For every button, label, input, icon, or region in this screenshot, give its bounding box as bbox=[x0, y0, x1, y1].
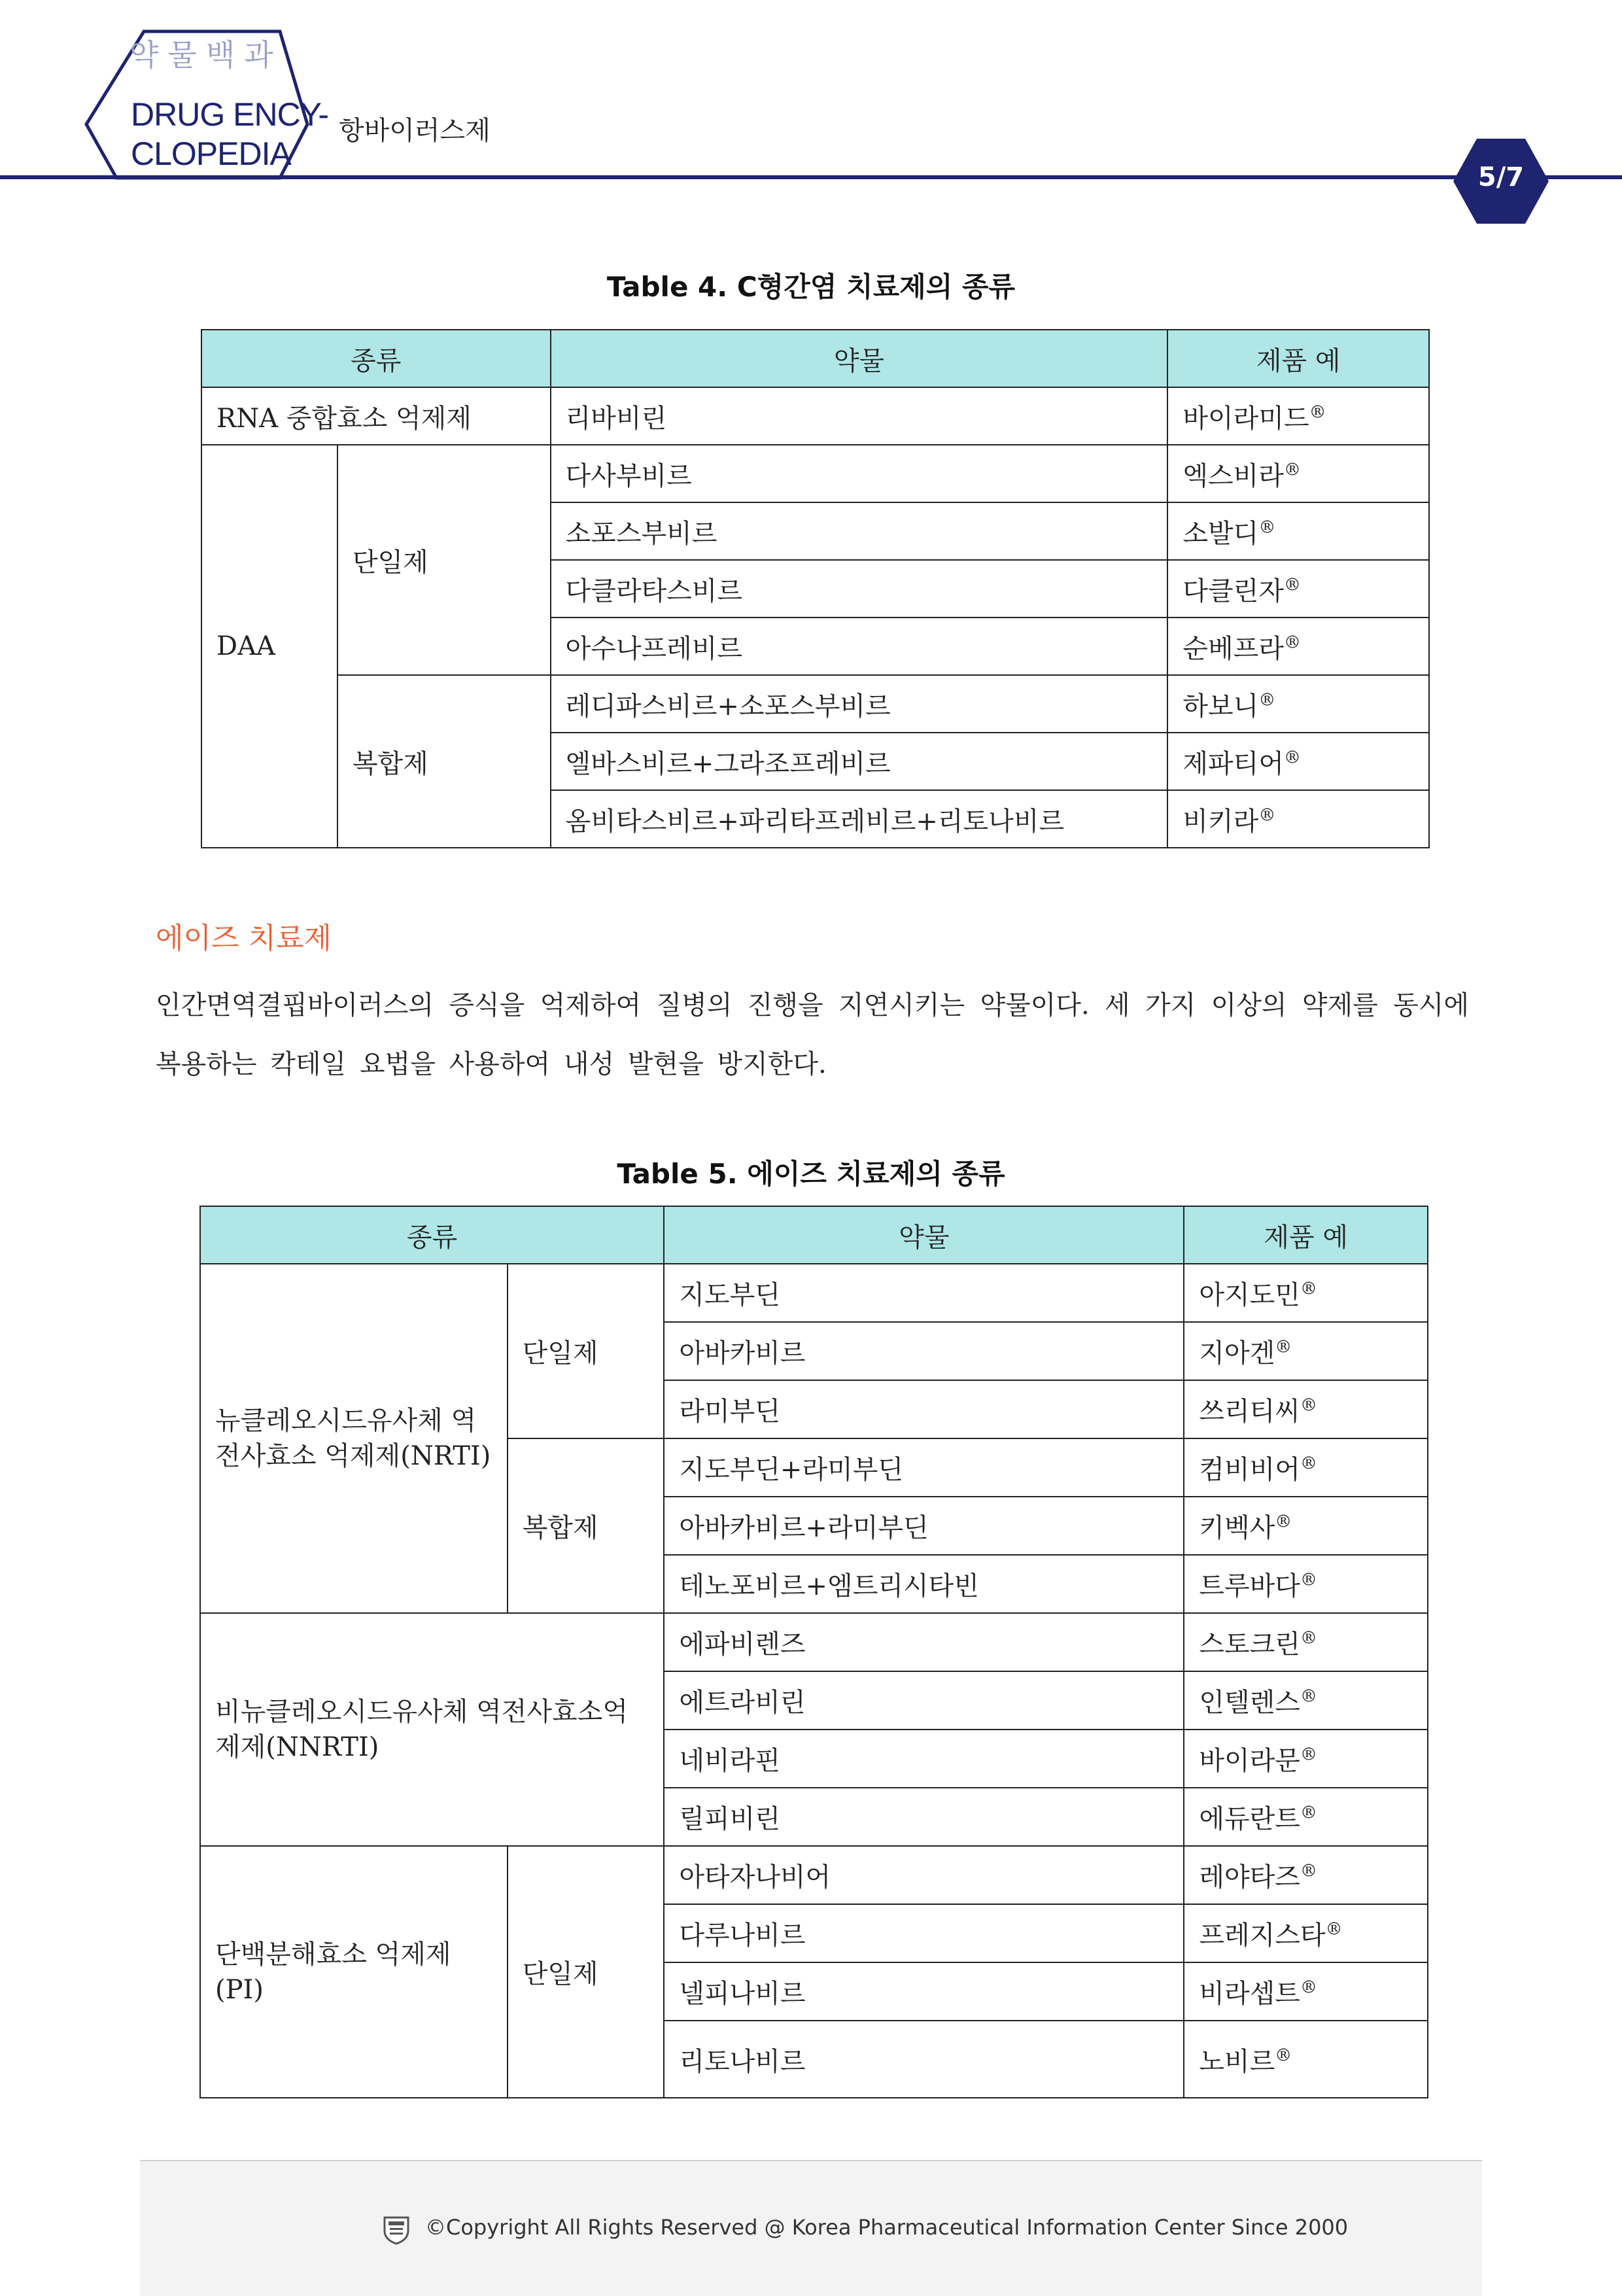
group-cell: DAA bbox=[201, 445, 337, 848]
registered-mark: ® bbox=[1300, 1395, 1317, 1416]
product-cell: 순베프라® bbox=[1167, 617, 1429, 675]
registered-mark: ® bbox=[1300, 1628, 1317, 1648]
registered-mark: ® bbox=[1300, 1861, 1317, 1881]
header-category: 종류 bbox=[201, 330, 551, 387]
registered-mark: ® bbox=[1258, 517, 1276, 538]
registered-mark: ® bbox=[1275, 1512, 1292, 1532]
product-cell: 컴비비어® bbox=[1184, 1438, 1428, 1497]
sub-cell: 단일제 bbox=[508, 1846, 664, 2098]
registered-mark: ® bbox=[1300, 1570, 1317, 1590]
product-cell: 소발디® bbox=[1167, 502, 1429, 560]
registered-mark: ® bbox=[1258, 690, 1276, 710]
header-drug: 약물 bbox=[551, 330, 1168, 387]
registered-mark: ® bbox=[1275, 2045, 1292, 2066]
page-number: 5/7 bbox=[1477, 162, 1525, 192]
registered-mark: ® bbox=[1309, 402, 1326, 423]
table-row bbox=[200, 1264, 1428, 1322]
drug-cell: 다사부비르 bbox=[551, 445, 1168, 502]
table-row bbox=[201, 387, 1429, 445]
table5-hiv-drugs bbox=[199, 1206, 1428, 2098]
registered-mark: ® bbox=[1283, 575, 1301, 595]
drug-cell: 옴비타스비르+파리타프레비르+리토나비르 bbox=[551, 790, 1168, 848]
sub-cell: 단일제 bbox=[508, 1264, 664, 1438]
drug-cell: 엘바스비르+그라조프레비르 bbox=[551, 733, 1168, 790]
registered-mark: ® bbox=[1300, 1686, 1317, 1707]
drug-cell: 아타자나비어 bbox=[664, 1846, 1184, 1904]
header-product: 제품 예 bbox=[1167, 330, 1429, 387]
sub-cell: 단일제 bbox=[337, 445, 551, 675]
product-cell: 에듀란트® bbox=[1184, 1788, 1428, 1846]
table-row bbox=[201, 445, 1429, 502]
copyright-text: ©Copyright All Rights Reserved @ Korea Pharmaceutical Information Center Since 2000 bbox=[425, 2215, 1349, 2240]
table4-hcv-drugs bbox=[201, 329, 1430, 848]
drug-cell: 아바카비르+라미부딘 bbox=[664, 1497, 1184, 1555]
product-cell: 레야타즈® bbox=[1184, 1846, 1428, 1904]
product-cell: 비라셉트® bbox=[1184, 1962, 1428, 2021]
drug-cell: 아바카비르 bbox=[664, 1322, 1184, 1380]
table-header-row bbox=[200, 1206, 1428, 1264]
drug-cell: 네비라핀 bbox=[664, 1730, 1184, 1788]
drug-cell: 다클라타스비르 bbox=[551, 560, 1168, 617]
shield-icon bbox=[382, 2215, 411, 2245]
product-cell: 바이라미드® bbox=[1167, 387, 1429, 445]
registered-mark: ® bbox=[1300, 1279, 1317, 1299]
drug-cell: 리토나비르 bbox=[664, 2021, 1184, 2098]
table-row bbox=[201, 675, 1429, 733]
header-category: 종류 bbox=[200, 1206, 664, 1264]
registered-mark: ® bbox=[1283, 748, 1301, 768]
drug-cell: 라미부딘 bbox=[664, 1380, 1184, 1438]
product-cell: 엑스비라® bbox=[1167, 445, 1429, 502]
product-cell: 쓰리티씨® bbox=[1184, 1380, 1428, 1438]
drug-cell: 다루나비르 bbox=[664, 1904, 1184, 1962]
product-cell: 노비르® bbox=[1184, 2021, 1428, 2098]
drug-cell: 아수나프레비르 bbox=[551, 617, 1168, 675]
drug-cell: 릴피비린 bbox=[664, 1788, 1184, 1846]
table4-caption: Table 4. C형간염 치료제의 종류 bbox=[606, 271, 1016, 303]
sub-cell: 복합제 bbox=[337, 675, 551, 848]
product-cell: 키벡사® bbox=[1184, 1497, 1428, 1555]
product-cell: 비키라® bbox=[1167, 790, 1429, 848]
drug-cell: 넬피나비르 bbox=[664, 1962, 1184, 2021]
product-cell: 하보니® bbox=[1167, 675, 1429, 733]
drug-cell: 소포스부비르 bbox=[551, 502, 1168, 560]
registered-mark: ® bbox=[1300, 1803, 1317, 1823]
product-cell: 트루바다® bbox=[1184, 1555, 1428, 1613]
logo-english-line2: CLOPEDIA bbox=[131, 135, 291, 172]
product-cell: 프레지스타® bbox=[1184, 1904, 1428, 1962]
table-header-row bbox=[201, 330, 1429, 387]
drug-cell: 지도부딘 bbox=[664, 1264, 1184, 1322]
header-rule bbox=[0, 175, 1622, 179]
registered-mark: ® bbox=[1300, 1745, 1317, 1765]
group-cell: 단백분해효소 억제제(PI) bbox=[200, 1846, 508, 2098]
table5-caption: Table 5. 에이즈 치료제의 종류 bbox=[617, 1158, 1005, 1190]
drug-cell: 테노포비르+엠트리시타빈 bbox=[664, 1555, 1184, 1613]
product-cell: 인텔렌스® bbox=[1184, 1671, 1428, 1730]
registered-mark: ® bbox=[1300, 1977, 1317, 1998]
product-cell: 바이라문® bbox=[1184, 1730, 1428, 1788]
logo-korean: 약물백과 bbox=[129, 38, 283, 72]
product-cell: 아지도민® bbox=[1184, 1264, 1428, 1322]
product-cell: 다클린자® bbox=[1167, 560, 1429, 617]
header-drug: 약물 bbox=[664, 1206, 1184, 1264]
product-cell: 스토크린® bbox=[1184, 1613, 1428, 1671]
table-row bbox=[200, 1613, 1428, 1671]
section-paragraph: 인간면역결핍바이러스의 증식을 억제하여 질병의 진행을 지연시키는 약물이다. 세 가지 이상의 약제를 동시에 복용하는 칵테일 요법을 사용하여 내성 발현을 방지한다. bbox=[156, 990, 1469, 1079]
group-cell: 뉴클레오시드유사체 역전사효소 억제제(NRTI) bbox=[200, 1264, 508, 1613]
product-cell: 제파티어® bbox=[1167, 733, 1429, 790]
section-title: 에이즈 치료제 bbox=[156, 922, 332, 955]
registered-mark: ® bbox=[1300, 1453, 1317, 1474]
drug-cell: 지도부딘+라미부딘 bbox=[664, 1438, 1184, 1497]
drug-cell: 리바비린 bbox=[551, 387, 1168, 445]
group-cell: 비뉴클레오시드유사체 역전사효소억제제(NNRTI) bbox=[200, 1613, 664, 1846]
registered-mark: ® bbox=[1283, 633, 1301, 653]
header-product: 제품 예 bbox=[1184, 1206, 1428, 1264]
drug-cell: 에트라비린 bbox=[664, 1671, 1184, 1730]
logo-english-line1: DRUG ENCY- bbox=[131, 96, 329, 133]
drug-cell: 레디파스비르+소포스부비르 bbox=[551, 675, 1168, 733]
product-cell: 지아겐® bbox=[1184, 1322, 1428, 1380]
drug-cell: 에파비렌즈 bbox=[664, 1613, 1184, 1671]
category-cell: RNA 중합효소 억제제 bbox=[201, 387, 551, 445]
registered-mark: ® bbox=[1325, 1919, 1343, 1939]
registered-mark: ® bbox=[1283, 460, 1301, 480]
table-row bbox=[200, 1846, 1428, 1904]
registered-mark: ® bbox=[1258, 805, 1276, 826]
registered-mark: ® bbox=[1275, 1337, 1292, 1357]
document-title: 항바이러스제 bbox=[339, 116, 491, 146]
sub-cell: 복합제 bbox=[508, 1438, 664, 1613]
